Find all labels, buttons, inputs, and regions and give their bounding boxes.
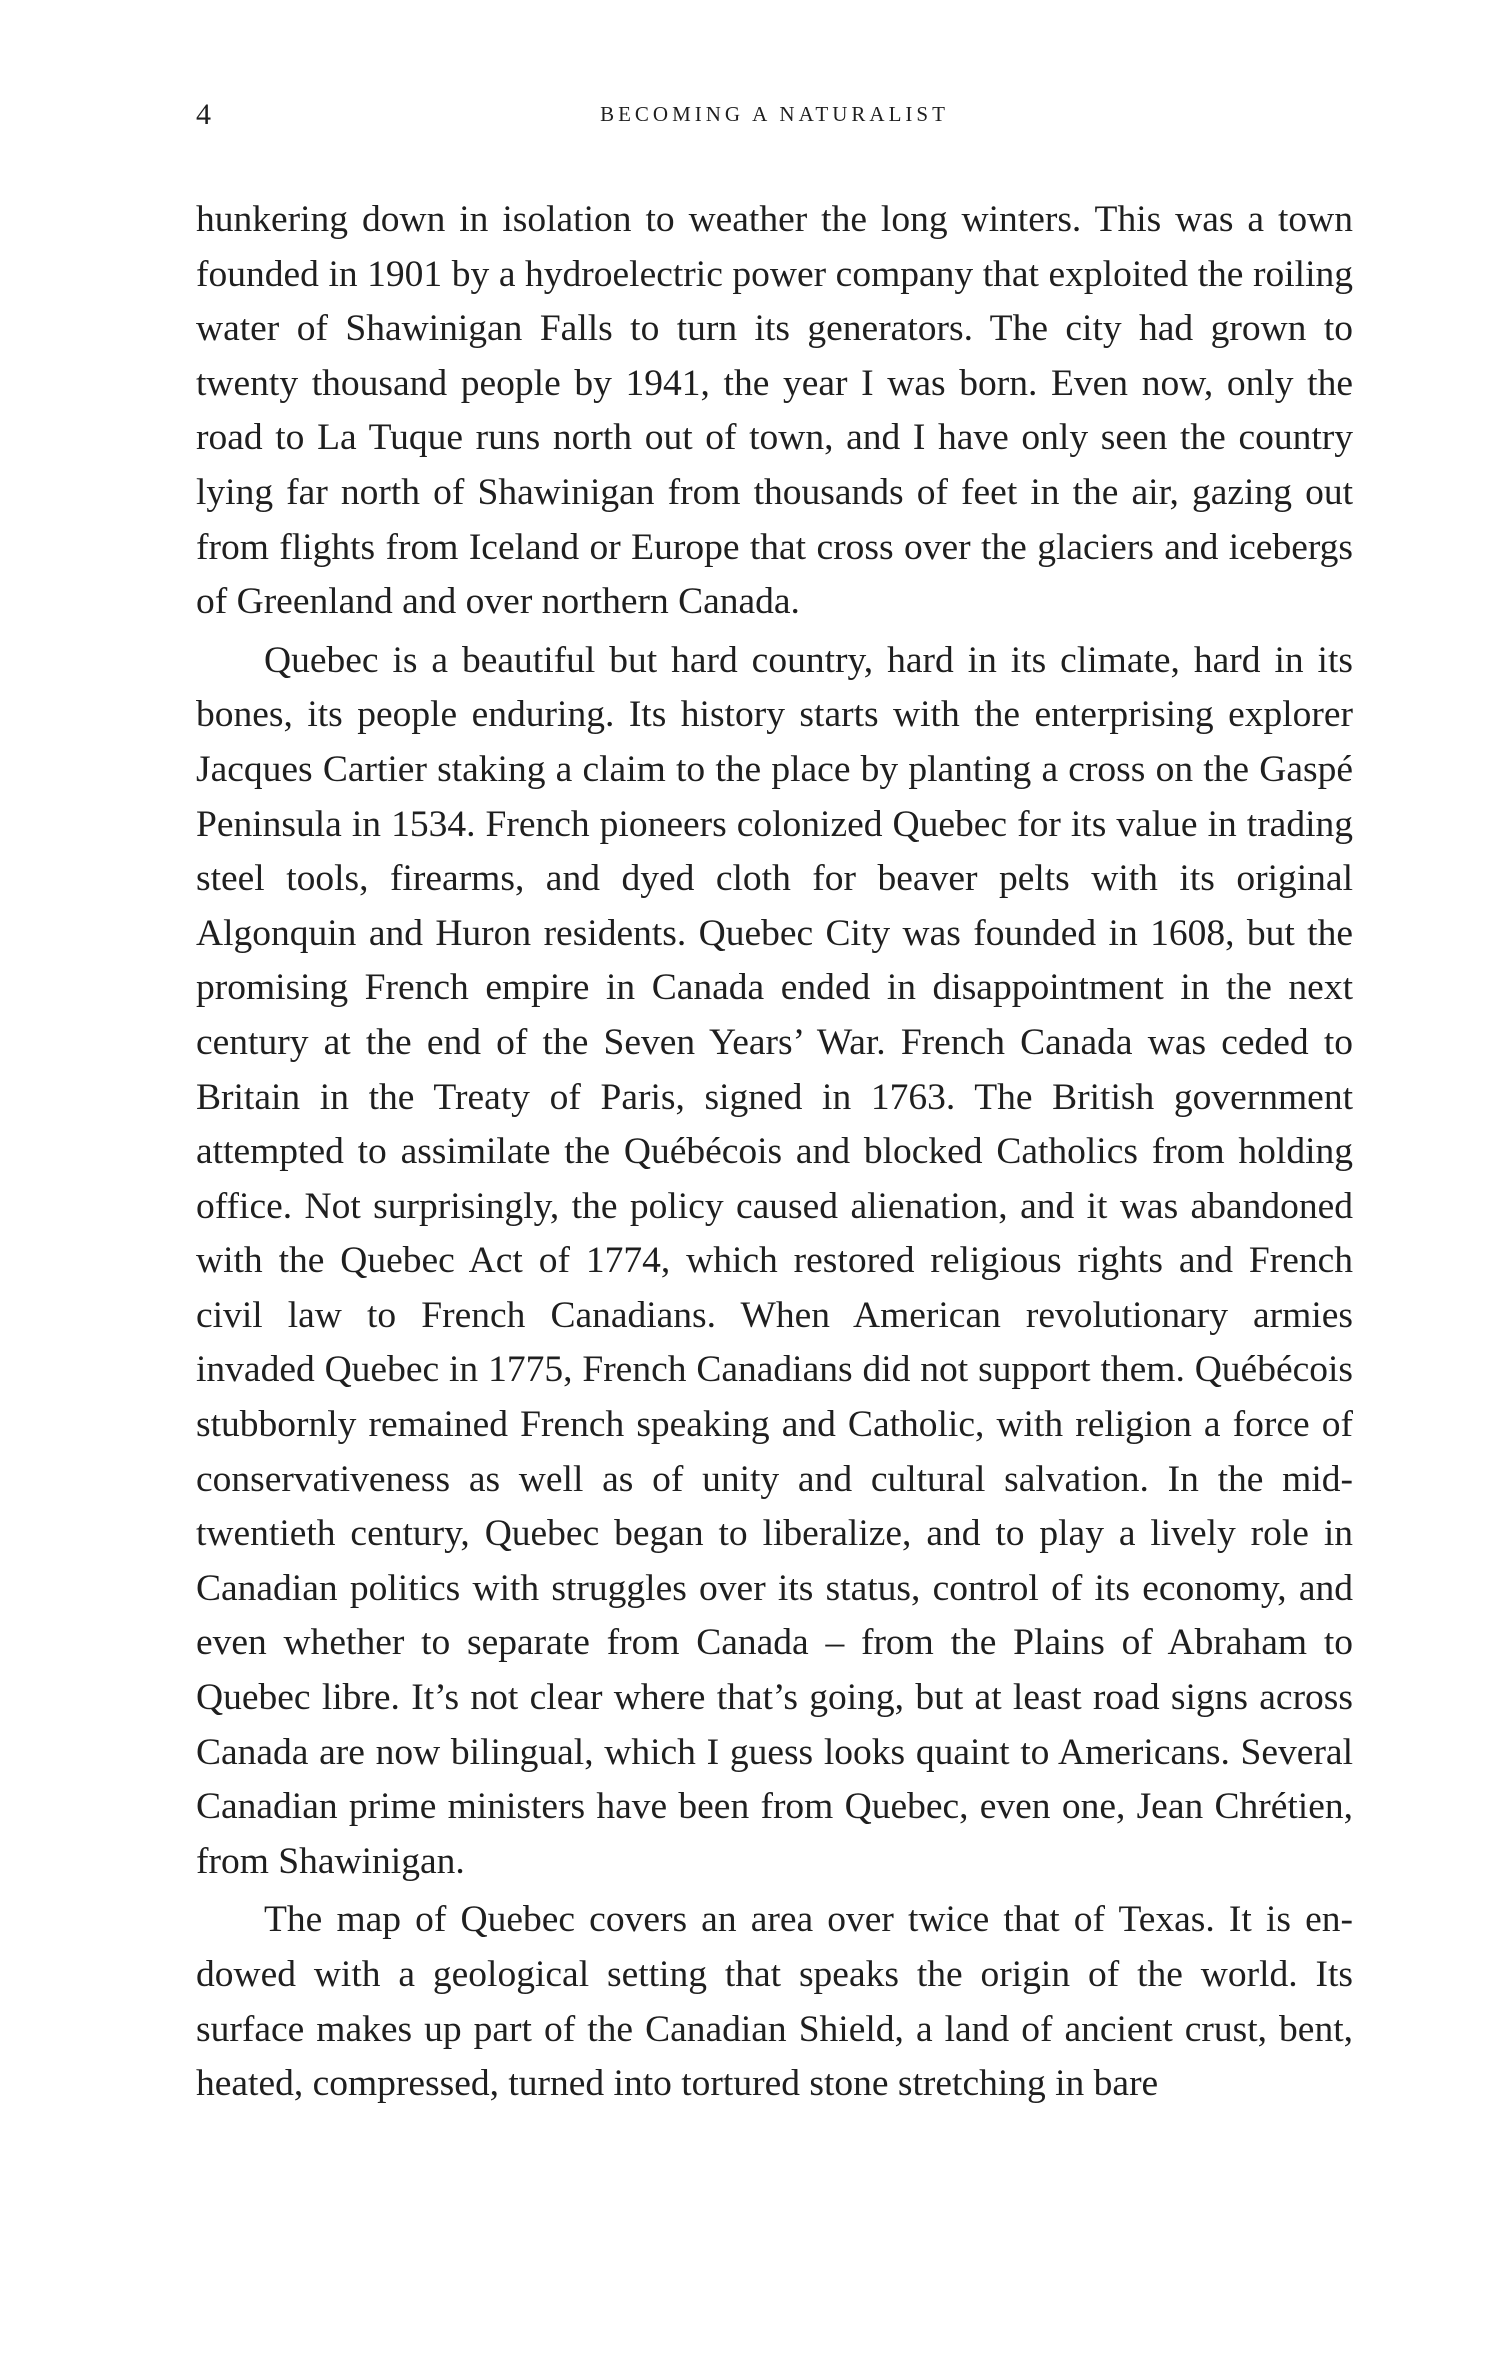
running-title: BECOMING A NATURALIST [600, 102, 949, 126]
body-text [196, 193, 1353, 2112]
paragraph-quebec-geology: The map of Quebec covers an area over twice that of Texas. It is endowed with a geological setting that speaks the origin of the world. Its surface makes up part of the Canadian Shield, a land of ancient crust, bent, heated, compressed, turned into tortured stone stretching in bare [196, 1899, 1353, 2105]
running-head [196, 98, 1353, 138]
page-number: 4 [196, 98, 212, 131]
paragraph-continued: hunkering down in isolation to weather the long winters. This was a town founded in 1901 by a hydroelectric power company that exploited the roiling water of Shawinigan Falls to turn its generators. The city had grown to twenty thousand people by 1941, the year I was born. Even now, only the road to La Tuque runs north out of town, and I have only seen the country lying far north of Shawinigan from thousands of feet in the air, gazing out from flights from Iceland or Europe that cross over the glaciers and icebergs of Greenland and over northern Canada. [196, 199, 1353, 623]
paragraph-quebec-history: Quebec is a beautiful but hard country, hard in its climate, hard in its bones, its people enduring. Its history starts with the enterprising explorer Jacques Cartier staking a claim to the place by planting a cross on the Gaspé Peninsula in 1534. French pioneers colonized Quebec for its value in trading steel tools, firearms, and dyed cloth for beaver pelts with its original Algonquin and Huron residents. Quebec City was founded in 1608, but the promising French empire in Canada ended in disappointment in the next century at the end of the Seven Years’ War. French Canada was ceded to Britain in the Treaty of Paris, signed in 1763. The British government attempted to assimilate the Québécois and blocked Catholics from holding office. Not surprisingly, the policy caused alienation, and it was abandoned with the Quebec Act of 1774, which restored religious rights and French civil law to French Canadians. When American revolutionary armies invaded Quebec in 1775, French Canadians did not support them. Québécois stubbornly remained French speaking and Catholic, with religion a force of conservativeness as well as of unity and cultural salvation. In the mid-twentieth century, Quebec began to liberalize, and to play a lively role in Canadian politics with struggles over its status, control of its economy, and even whether to separate from Canada – from the Plains of Abraham to Quebec libre. It’s not clear where that’s going, but at least road signs across Canada are now bilingual, which I guess looks quaint to Americans. Several Canadian prime ministers have been from Quebec, even one, Jean Chrétien, from Shawinigan. [196, 639, 1353, 1882]
